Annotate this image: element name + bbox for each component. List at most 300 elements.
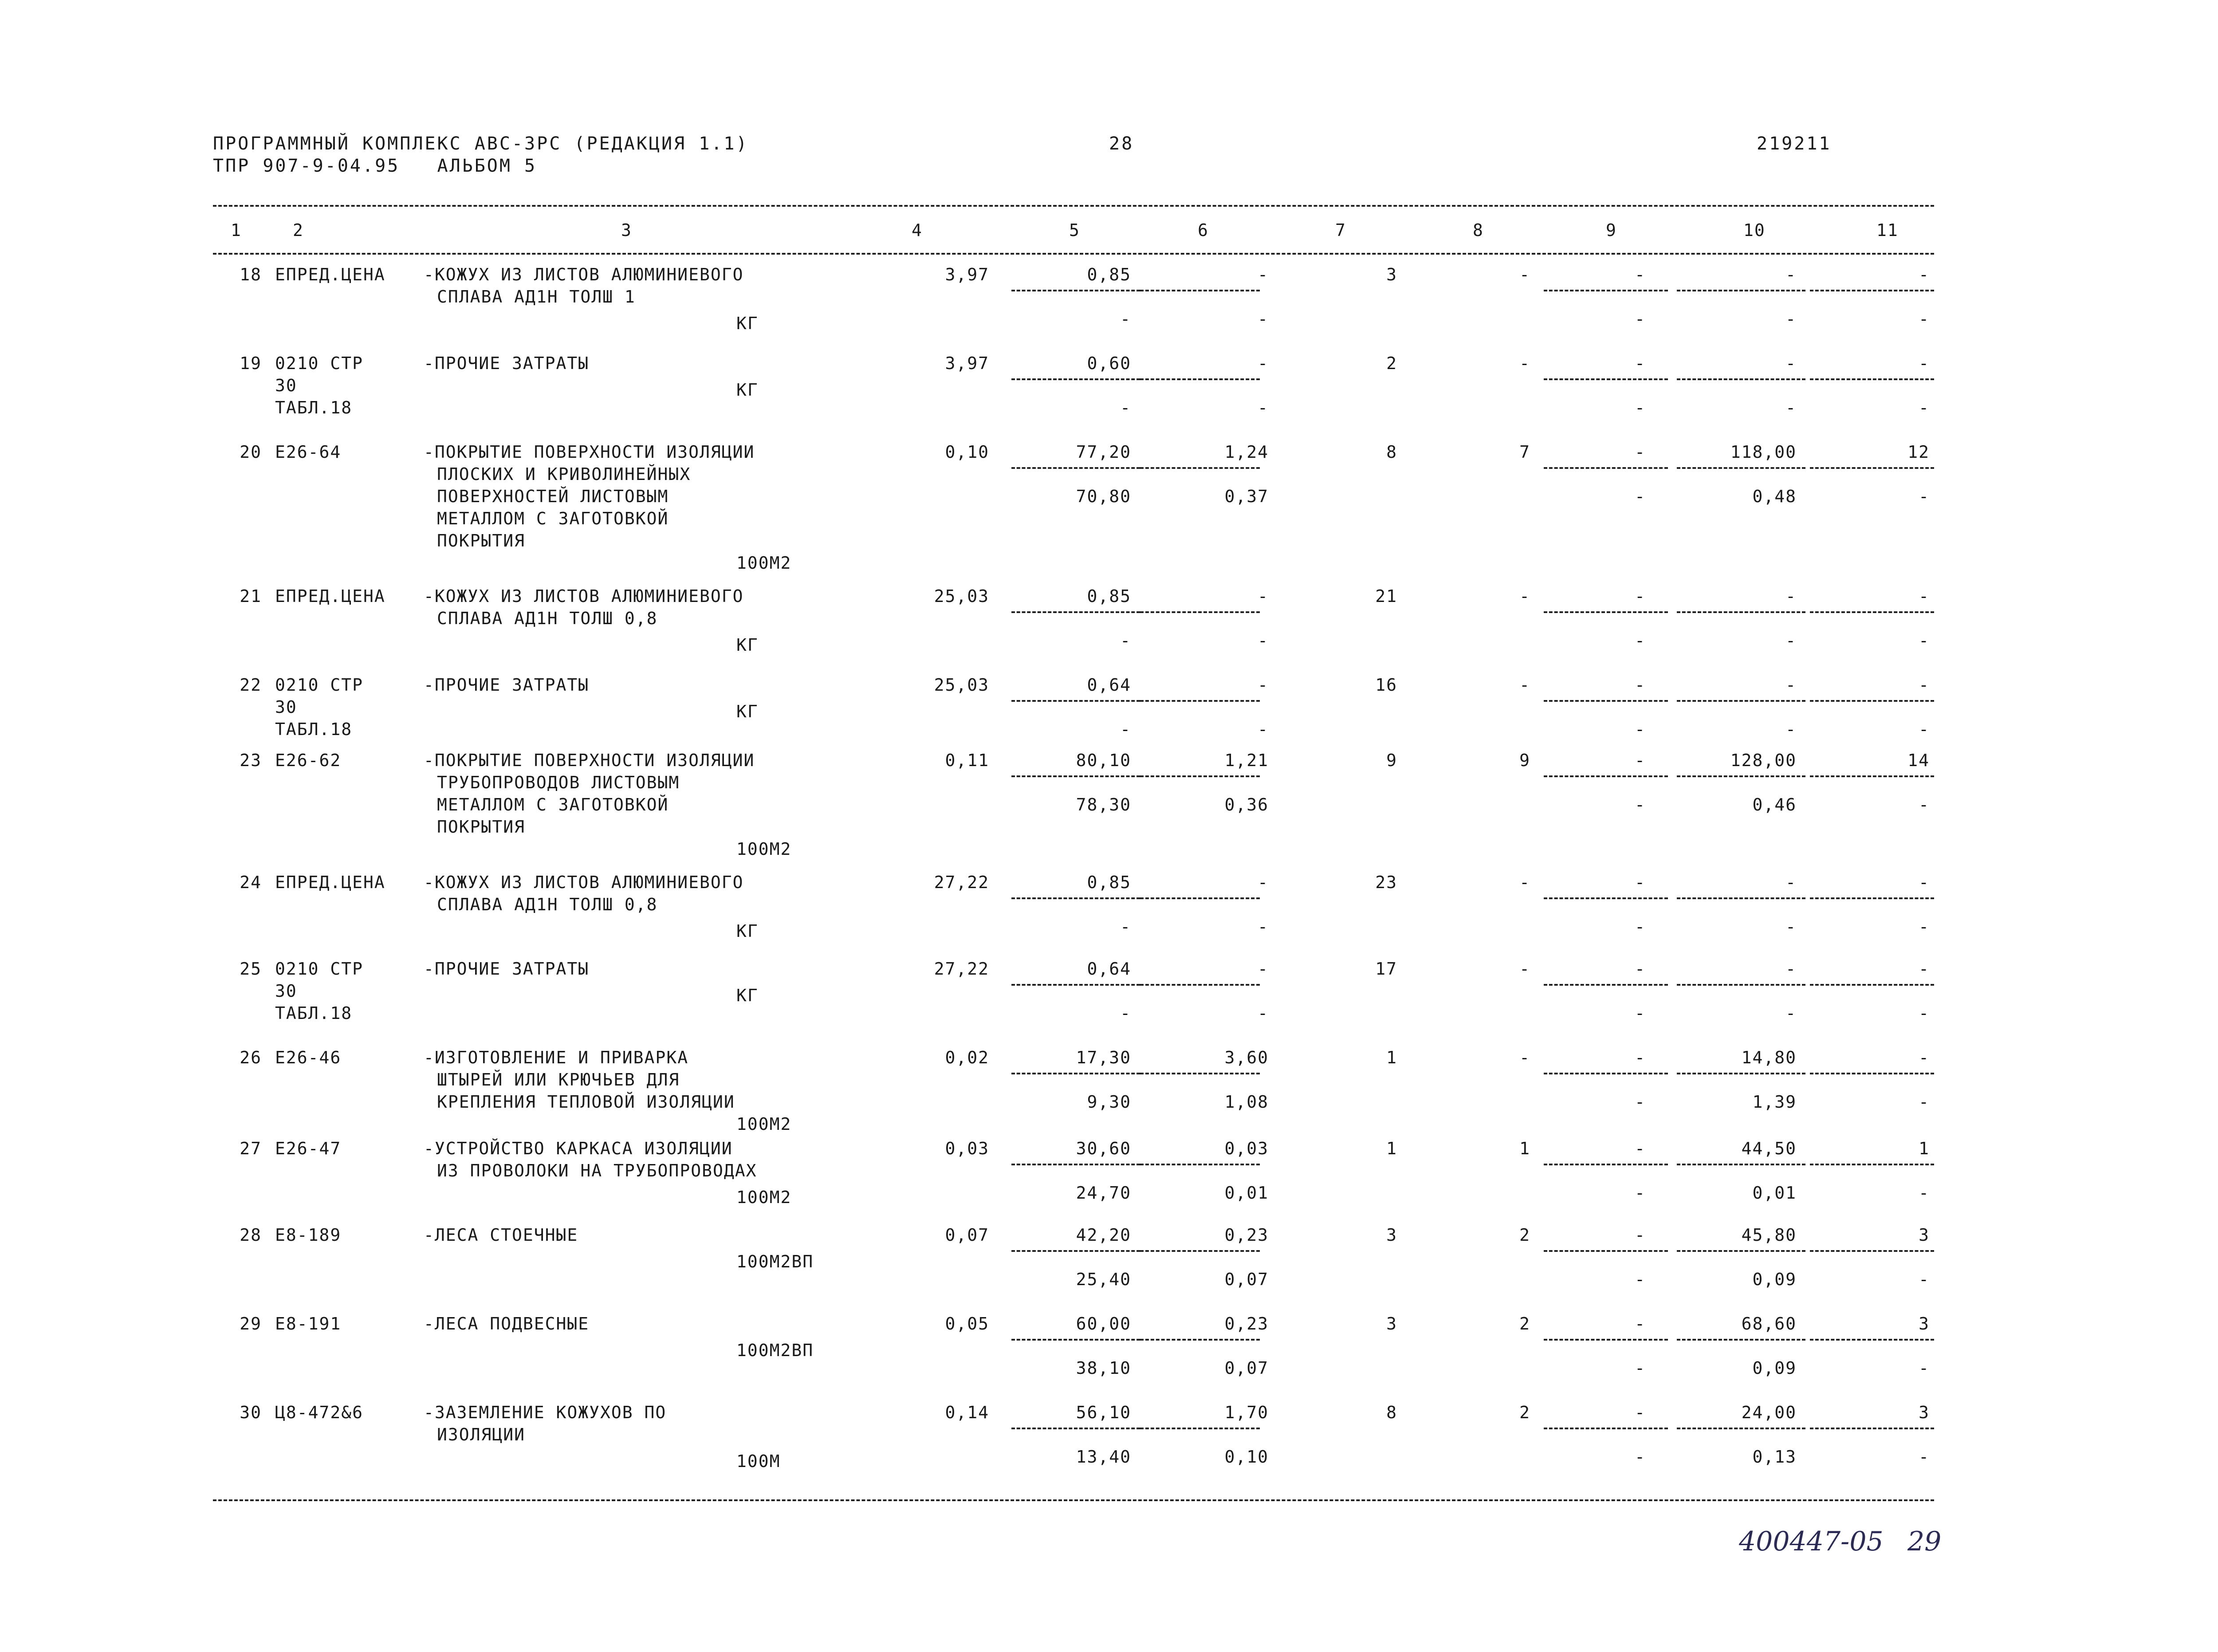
cell-separator-rule bbox=[1544, 467, 1668, 469]
col11-value: 3 bbox=[1919, 1225, 1930, 1245]
col11-sub-value: - bbox=[1919, 398, 1930, 417]
column-number-2: 2 bbox=[293, 220, 304, 240]
row-code: Е8-191 bbox=[275, 1314, 342, 1333]
col11-value: 14 bbox=[1907, 751, 1930, 770]
col5-value: 0,60 bbox=[1087, 354, 1131, 373]
col4-value: 0,10 bbox=[945, 442, 989, 462]
row-number: 29 bbox=[240, 1314, 262, 1333]
col11-sub-value: - bbox=[1919, 1447, 1930, 1467]
col9-value: - bbox=[1635, 959, 1646, 979]
row-description: СПЛАВА АД1Н ТОЛШ 1 bbox=[437, 287, 636, 307]
col7-value: 23 bbox=[1375, 873, 1397, 892]
col9-sub-value: - bbox=[1635, 1183, 1646, 1203]
col6-sub-value: - bbox=[1258, 720, 1269, 739]
col6-value: 1,70 bbox=[1224, 1403, 1269, 1422]
row-description: ТРУБОПРОВОДОВ ЛИСТОВЫМ bbox=[437, 773, 680, 792]
col7-value: 9 bbox=[1386, 751, 1397, 770]
cell-separator-rule bbox=[1677, 290, 1805, 291]
col10-value: - bbox=[1785, 873, 1797, 892]
cell-separator-rule bbox=[1677, 1339, 1805, 1341]
col7-value: 8 bbox=[1386, 442, 1397, 462]
cell-separator-rule bbox=[1810, 467, 1934, 469]
col11-value: 12 bbox=[1907, 442, 1930, 462]
row-code: ТАБЛ.18 bbox=[275, 398, 353, 417]
col4-value: 27,22 bbox=[934, 959, 989, 979]
row-description: -КОЖУХ ИЗ ЛИСТОВ АЛЮМИНИЕВОГО bbox=[424, 586, 744, 606]
cell-separator-rule bbox=[1544, 700, 1668, 702]
cell-separator-rule bbox=[1011, 1428, 1140, 1429]
col11-sub-value: - bbox=[1919, 1183, 1930, 1203]
col9-sub-value: - bbox=[1635, 398, 1646, 417]
cell-separator-rule bbox=[1011, 611, 1140, 613]
col4-value: 0,14 bbox=[945, 1403, 989, 1422]
col11-sub-value: - bbox=[1919, 720, 1930, 739]
cell-separator-rule bbox=[1011, 897, 1140, 899]
col6-sub-value: 0,10 bbox=[1224, 1447, 1269, 1467]
col6-sub-value: 0,37 bbox=[1224, 487, 1269, 506]
col6-sub-value: - bbox=[1258, 917, 1269, 936]
col9-sub-value: - bbox=[1635, 631, 1646, 650]
col6-sub-value: 0,36 bbox=[1224, 795, 1269, 814]
row-code: Е26-64 bbox=[275, 442, 342, 462]
column-number-8: 8 bbox=[1473, 220, 1484, 240]
col4-value: 25,03 bbox=[934, 586, 989, 606]
col9-sub-value: - bbox=[1635, 309, 1646, 329]
col10-value: - bbox=[1785, 586, 1797, 606]
row-code: ЕПРЕД.ЦЕНА bbox=[275, 586, 385, 606]
cell-separator-rule bbox=[1544, 1428, 1668, 1429]
row-number: 30 bbox=[240, 1403, 262, 1422]
col9-value: - bbox=[1635, 1139, 1646, 1158]
col11-value: - bbox=[1919, 873, 1930, 892]
column-number-10: 10 bbox=[1743, 220, 1766, 240]
col9-value: - bbox=[1635, 873, 1646, 892]
col6-sub-value: 1,08 bbox=[1224, 1092, 1269, 1112]
cell-separator-rule bbox=[1140, 467, 1260, 469]
col11-value: - bbox=[1919, 265, 1930, 284]
col5-sub-value: - bbox=[1120, 720, 1131, 739]
col10-value: - bbox=[1785, 675, 1797, 695]
row-description: ПОКРЫТИЯ bbox=[437, 817, 526, 837]
row-description: СПЛАВА АД1Н ТОЛШ 0,8 bbox=[437, 895, 658, 914]
cell-separator-rule bbox=[1810, 775, 1934, 777]
col6-sub-value: - bbox=[1258, 631, 1269, 650]
row-description: МЕТАЛЛОМ С ЗАГОТОВКОЙ bbox=[437, 509, 669, 528]
col7-value: 3 bbox=[1386, 1314, 1397, 1333]
col6-value: - bbox=[1258, 354, 1269, 373]
col9-sub-value: - bbox=[1635, 795, 1646, 814]
col10-value: 45,80 bbox=[1741, 1225, 1797, 1245]
col5-sub-value: - bbox=[1120, 917, 1131, 936]
col10-sub-value: 0,48 bbox=[1752, 487, 1797, 506]
col6-value: 0,03 bbox=[1224, 1139, 1269, 1158]
cell-separator-rule bbox=[1140, 611, 1260, 613]
row-unit: 100М2 bbox=[736, 553, 792, 573]
col9-value: - bbox=[1635, 354, 1646, 373]
column-number-3: 3 bbox=[621, 220, 632, 240]
col10-sub-value: 0,46 bbox=[1752, 795, 1797, 814]
cell-separator-rule bbox=[1011, 984, 1140, 986]
col5-value: 80,10 bbox=[1076, 751, 1131, 770]
col8-value: - bbox=[1519, 354, 1530, 373]
cell-separator-rule bbox=[1810, 611, 1934, 613]
cell-separator-rule bbox=[1544, 378, 1668, 380]
cell-separator-rule bbox=[1140, 290, 1260, 291]
row-code: 0210 СТР bbox=[275, 959, 364, 979]
col7-value: 1 bbox=[1386, 1139, 1397, 1158]
row-code: Е26-46 bbox=[275, 1048, 342, 1067]
col10-sub-value: - bbox=[1785, 917, 1797, 936]
col4-value: 25,03 bbox=[934, 675, 989, 695]
col8-value: - bbox=[1519, 959, 1530, 979]
col10-sub-value: - bbox=[1785, 631, 1797, 650]
row-description: -УСТРОЙСТВО КАРКАСА ИЗОЛЯЦИИ bbox=[424, 1139, 733, 1158]
row-unit: КГ bbox=[736, 314, 759, 333]
col5-sub-value: - bbox=[1120, 1003, 1131, 1023]
col8-value: - bbox=[1519, 1048, 1530, 1067]
cell-separator-rule bbox=[1544, 984, 1668, 986]
col6-sub-value: 0,07 bbox=[1224, 1358, 1269, 1378]
cell-separator-rule bbox=[1677, 378, 1805, 380]
col5-sub-value: 24,70 bbox=[1076, 1183, 1131, 1203]
cell-separator-rule bbox=[1677, 775, 1805, 777]
col10-sub-value: 0,09 bbox=[1752, 1270, 1797, 1289]
col6-value: - bbox=[1258, 265, 1269, 284]
row-description: -КОЖУХ ИЗ ЛИСТОВ АЛЮМИНИЕВОГО bbox=[424, 265, 744, 284]
col8-value: 1 bbox=[1519, 1139, 1530, 1158]
col6-value: - bbox=[1258, 675, 1269, 695]
col9-value: - bbox=[1635, 1225, 1646, 1245]
handwritten-page-number: 29 bbox=[1907, 1526, 1942, 1557]
cell-separator-rule bbox=[1544, 1164, 1668, 1165]
col9-sub-value: - bbox=[1635, 1270, 1646, 1289]
column-number-1: 1 bbox=[231, 220, 242, 240]
col5-sub-value: 70,80 bbox=[1076, 487, 1131, 506]
col9-value: - bbox=[1635, 1314, 1646, 1333]
col7-value: 17 bbox=[1375, 959, 1397, 979]
cell-separator-rule bbox=[1677, 1428, 1805, 1429]
cell-separator-rule bbox=[1011, 378, 1140, 380]
col10-value: - bbox=[1785, 959, 1797, 979]
col8-value: - bbox=[1519, 873, 1530, 892]
row-description: -ПРОЧИЕ ЗАТРАТЫ bbox=[424, 675, 590, 695]
col5-value: 56,10 bbox=[1076, 1403, 1131, 1422]
col7-value: 3 bbox=[1386, 265, 1397, 284]
col8-value: 2 bbox=[1519, 1314, 1530, 1333]
cell-separator-rule bbox=[1011, 1073, 1140, 1074]
row-description: -КОЖУХ ИЗ ЛИСТОВ АЛЮМИНИЕВОГО bbox=[424, 873, 744, 892]
col11-value: - bbox=[1919, 586, 1930, 606]
row-number: 27 bbox=[240, 1139, 262, 1158]
cell-separator-rule bbox=[1140, 378, 1260, 380]
col10-value: - bbox=[1785, 354, 1797, 373]
col6-sub-value: 0,01 bbox=[1224, 1183, 1269, 1203]
column-number-11: 11 bbox=[1876, 220, 1899, 240]
col9-value: - bbox=[1635, 751, 1646, 770]
col6-sub-value: - bbox=[1258, 1003, 1269, 1023]
row-unit: 100М2ВП bbox=[736, 1341, 814, 1360]
cell-separator-rule bbox=[1544, 775, 1668, 777]
col11-value: - bbox=[1919, 675, 1930, 695]
col4-value: 0,11 bbox=[945, 751, 989, 770]
col10-sub-value: 1,39 bbox=[1752, 1092, 1797, 1112]
program-title: ПРОГРАММНЫЙ КОМПЛЕКС АВС-ЗРС (РЕДАКЦИЯ 1.1) bbox=[213, 134, 749, 154]
col11-value: 3 bbox=[1919, 1314, 1930, 1333]
cell-separator-rule bbox=[1140, 1250, 1260, 1252]
cell-separator-rule bbox=[1011, 1164, 1140, 1165]
col10-sub-value: 0,13 bbox=[1752, 1447, 1797, 1467]
col5-sub-value: - bbox=[1120, 398, 1131, 417]
col6-value: 1,21 bbox=[1224, 751, 1269, 770]
row-description: КРЕПЛЕНИЯ ТЕПЛОВОЙ ИЗОЛЯЦИИ bbox=[437, 1092, 735, 1112]
column-number-7: 7 bbox=[1335, 220, 1346, 240]
col5-value: 0,85 bbox=[1087, 265, 1131, 284]
row-description: -ПРОЧИЕ ЗАТРАТЫ bbox=[424, 959, 590, 979]
column-number-9: 9 bbox=[1606, 220, 1617, 240]
col10-sub-value: 0,09 bbox=[1752, 1358, 1797, 1378]
row-number: 18 bbox=[240, 265, 262, 284]
col5-sub-value: 9,30 bbox=[1087, 1092, 1131, 1112]
row-description: МЕТАЛЛОМ С ЗАГОТОВКОЙ bbox=[437, 795, 669, 814]
cell-separator-rule bbox=[1140, 1073, 1260, 1074]
col4-value: 0,02 bbox=[945, 1048, 989, 1067]
row-number: 20 bbox=[240, 442, 262, 462]
col9-sub-value: - bbox=[1635, 917, 1646, 936]
col10-value: 14,80 bbox=[1741, 1048, 1797, 1067]
col5-value: 0,85 bbox=[1087, 873, 1131, 892]
cell-separator-rule bbox=[1677, 467, 1805, 469]
col4-value: 0,07 bbox=[945, 1225, 989, 1245]
row-description: ШТЫРЕЙ ИЛИ КРЮЧЬЕВ ДЛЯ bbox=[437, 1070, 680, 1090]
col9-value: - bbox=[1635, 265, 1646, 284]
cell-separator-rule bbox=[1677, 1250, 1805, 1252]
cell-separator-rule bbox=[1810, 378, 1934, 380]
column-number-4: 4 bbox=[912, 220, 923, 240]
table-top-rule bbox=[213, 205, 1934, 207]
row-number: 21 bbox=[240, 586, 262, 606]
cell-separator-rule bbox=[1140, 1428, 1260, 1429]
col11-value: 3 bbox=[1919, 1403, 1930, 1422]
cell-separator-rule bbox=[1011, 700, 1140, 702]
cell-separator-rule bbox=[1011, 467, 1140, 469]
column-number-6: 6 bbox=[1198, 220, 1209, 240]
col9-sub-value: - bbox=[1635, 720, 1646, 739]
row-description: ПОКРЫТИЯ bbox=[437, 531, 526, 551]
col5-value: 60,00 bbox=[1076, 1314, 1131, 1333]
project-title: ТПР 907-9-04.95 АЛЬБОМ 5 bbox=[213, 156, 537, 176]
cell-separator-rule bbox=[1677, 1164, 1805, 1165]
cell-separator-rule bbox=[1544, 1339, 1668, 1341]
col10-value: 44,50 bbox=[1741, 1139, 1797, 1158]
row-description: -ЗАЗЕМЛЕНИЕ КОЖУХОВ ПО bbox=[424, 1403, 667, 1422]
cell-separator-rule bbox=[1140, 984, 1260, 986]
col5-value: 42,20 bbox=[1076, 1225, 1131, 1245]
col7-value: 3 bbox=[1386, 1225, 1397, 1245]
row-unit: 100М2 bbox=[736, 1114, 792, 1134]
handwritten-doc-number: 400447-05 bbox=[1739, 1526, 1884, 1557]
cell-separator-rule bbox=[1810, 1339, 1934, 1341]
row-description: -ИЗГОТОВЛЕНИЕ И ПРИВАРКА bbox=[424, 1048, 689, 1067]
col10-sub-value: - bbox=[1785, 1003, 1797, 1023]
col11-sub-value: - bbox=[1919, 1270, 1930, 1289]
col4-value: 0,03 bbox=[945, 1139, 989, 1158]
row-code: 30 bbox=[275, 697, 297, 717]
row-description: -ПРОЧИЕ ЗАТРАТЫ bbox=[424, 354, 590, 373]
col6-value: - bbox=[1258, 959, 1269, 979]
col5-sub-value: 25,40 bbox=[1076, 1270, 1131, 1289]
row-unit: КГ bbox=[736, 380, 759, 400]
col11-sub-value: - bbox=[1919, 487, 1930, 506]
table-bottom-rule bbox=[213, 1499, 1934, 1501]
col11-sub-value: - bbox=[1919, 795, 1930, 814]
row-code: 30 bbox=[275, 376, 297, 395]
col10-value: 128,00 bbox=[1730, 751, 1797, 770]
col11-sub-value: - bbox=[1919, 917, 1930, 936]
col5-sub-value: - bbox=[1120, 631, 1131, 650]
cell-separator-rule bbox=[1677, 611, 1805, 613]
col5-value: 17,30 bbox=[1076, 1048, 1131, 1067]
row-code: ТАБЛ.18 bbox=[275, 720, 353, 739]
col10-sub-value: - bbox=[1785, 720, 1797, 739]
col9-sub-value: - bbox=[1635, 487, 1646, 506]
col6-value: 3,60 bbox=[1224, 1048, 1269, 1067]
row-code: Е26-47 bbox=[275, 1139, 342, 1158]
cell-separator-rule bbox=[1810, 1073, 1934, 1074]
col4-value: 3,97 bbox=[945, 354, 989, 373]
row-description: -ЛЕСА ПОДВЕСНЫЕ bbox=[424, 1314, 590, 1333]
col7-value: 21 bbox=[1375, 586, 1397, 606]
col9-sub-value: - bbox=[1635, 1092, 1646, 1112]
col5-value: 77,20 bbox=[1076, 442, 1131, 462]
cell-separator-rule bbox=[1810, 290, 1934, 291]
row-description: ПЛОСКИХ И КРИВОЛИНЕЙНЫХ bbox=[437, 464, 691, 484]
cell-separator-rule bbox=[1810, 700, 1934, 702]
row-description: -ЛЕСА СТОЕЧНЫЕ bbox=[424, 1225, 578, 1245]
row-number: 26 bbox=[240, 1048, 262, 1067]
col10-sub-value: - bbox=[1785, 398, 1797, 417]
col11-sub-value: - bbox=[1919, 309, 1930, 329]
cell-separator-rule bbox=[1677, 700, 1805, 702]
col10-value: - bbox=[1785, 265, 1797, 284]
col8-value: 7 bbox=[1519, 442, 1530, 462]
row-code: ЕПРЕД.ЦЕНА bbox=[275, 873, 385, 892]
col11-sub-value: - bbox=[1919, 1003, 1930, 1023]
row-number: 19 bbox=[240, 354, 262, 373]
row-unit: 100М2ВП bbox=[736, 1252, 814, 1271]
col4-value: 0,05 bbox=[945, 1314, 989, 1333]
col11-sub-value: - bbox=[1919, 1092, 1930, 1112]
column-header-rule bbox=[213, 253, 1934, 255]
col9-sub-value: - bbox=[1635, 1447, 1646, 1467]
col4-value: 3,97 bbox=[945, 265, 989, 284]
row-number: 28 bbox=[240, 1225, 262, 1245]
row-number: 22 bbox=[240, 675, 262, 695]
row-unit: 100М2 bbox=[736, 839, 792, 859]
row-code: ТАБЛ.18 bbox=[275, 1003, 353, 1023]
col6-sub-value: - bbox=[1258, 309, 1269, 329]
col10-sub-value: - bbox=[1785, 309, 1797, 329]
col9-value: - bbox=[1635, 442, 1646, 462]
col9-value: - bbox=[1635, 1403, 1646, 1422]
col9-sub-value: - bbox=[1635, 1003, 1646, 1023]
row-description: -ПОКРЫТИЕ ПОВЕРХНОСТИ ИЗОЛЯЦИИ bbox=[424, 442, 755, 462]
col10-value: 24,00 bbox=[1741, 1403, 1797, 1422]
row-code: Е8-189 bbox=[275, 1225, 342, 1245]
col8-value: 2 bbox=[1519, 1225, 1530, 1245]
col4-value: 27,22 bbox=[934, 873, 989, 892]
col11-value: 1 bbox=[1919, 1139, 1930, 1158]
row-unit: 100М bbox=[736, 1451, 781, 1471]
col7-value: 2 bbox=[1386, 354, 1397, 373]
col6-value: 1,24 bbox=[1224, 442, 1269, 462]
col9-value: - bbox=[1635, 675, 1646, 695]
cell-separator-rule bbox=[1140, 897, 1260, 899]
col7-value: 8 bbox=[1386, 1403, 1397, 1422]
cell-separator-rule bbox=[1677, 897, 1805, 899]
col5-value: 0,85 bbox=[1087, 586, 1131, 606]
cell-separator-rule bbox=[1810, 1428, 1934, 1429]
col5-sub-value: 38,10 bbox=[1076, 1358, 1131, 1378]
row-unit: КГ bbox=[736, 921, 759, 941]
col11-value: - bbox=[1919, 1048, 1930, 1067]
cell-separator-rule bbox=[1810, 1164, 1934, 1165]
col5-sub-value: 78,30 bbox=[1076, 795, 1131, 814]
document-code: 219211 bbox=[1757, 134, 1832, 154]
col6-value: 0,23 bbox=[1224, 1225, 1269, 1245]
col9-sub-value: - bbox=[1635, 1358, 1646, 1378]
cell-separator-rule bbox=[1810, 897, 1934, 899]
row-number: 23 bbox=[240, 751, 262, 770]
row-number: 25 bbox=[240, 959, 262, 979]
cell-separator-rule bbox=[1140, 1164, 1260, 1165]
col9-value: - bbox=[1635, 586, 1646, 606]
page-number: 28 bbox=[1109, 134, 1134, 154]
col10-value: 118,00 bbox=[1730, 442, 1797, 462]
cell-separator-rule bbox=[1677, 1073, 1805, 1074]
cell-separator-rule bbox=[1544, 611, 1668, 613]
cell-separator-rule bbox=[1544, 1073, 1668, 1074]
cell-separator-rule bbox=[1810, 984, 1934, 986]
col11-sub-value: - bbox=[1919, 631, 1930, 650]
row-code: Е26-62 bbox=[275, 751, 342, 770]
cell-separator-rule bbox=[1140, 700, 1260, 702]
cell-separator-rule bbox=[1544, 290, 1668, 291]
column-number-5: 5 bbox=[1069, 220, 1080, 240]
row-code: 0210 СТР bbox=[275, 675, 364, 695]
row-description: -ПОКРЫТИЕ ПОВЕРХНОСТИ ИЗОЛЯЦИИ bbox=[424, 751, 755, 770]
col11-value: - bbox=[1919, 959, 1930, 979]
row-number: 24 bbox=[240, 873, 262, 892]
col7-value: 1 bbox=[1386, 1048, 1397, 1067]
col6-value: - bbox=[1258, 586, 1269, 606]
col5-sub-value: 13,40 bbox=[1076, 1447, 1131, 1467]
row-code: ЕПРЕД.ЦЕНА bbox=[275, 265, 385, 284]
cell-separator-rule bbox=[1810, 1250, 1934, 1252]
row-code: 0210 СТР bbox=[275, 354, 364, 373]
col8-value: 9 bbox=[1519, 751, 1530, 770]
col7-value: 16 bbox=[1375, 675, 1397, 695]
row-code: 30 bbox=[275, 981, 297, 1001]
row-description: ИЗОЛЯЦИИ bbox=[437, 1425, 526, 1444]
row-description: ПОВЕРХНОСТЕЙ ЛИСТОВЫМ bbox=[437, 487, 669, 506]
row-description: СПЛАВА АД1Н ТОЛШ 0,8 bbox=[437, 609, 658, 628]
cell-separator-rule bbox=[1011, 775, 1140, 777]
col9-value: - bbox=[1635, 1048, 1646, 1067]
row-unit: КГ bbox=[736, 702, 759, 721]
col5-value: 0,64 bbox=[1087, 959, 1131, 979]
row-unit: 100М2 bbox=[736, 1188, 792, 1207]
col8-value: - bbox=[1519, 675, 1530, 695]
